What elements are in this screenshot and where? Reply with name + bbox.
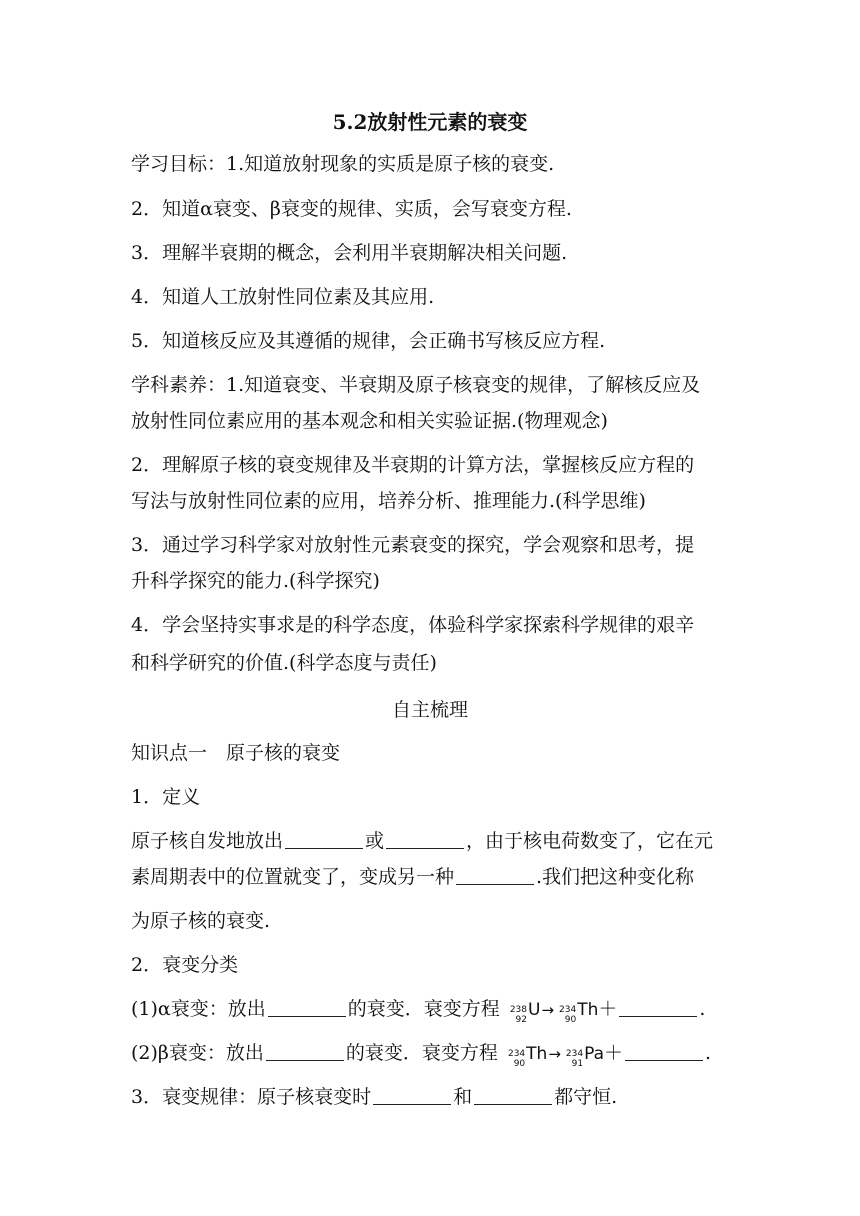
atomic-number: 90: [513, 1059, 526, 1069]
atomic-number: 91: [571, 1059, 584, 1069]
literacy-line: 3．通过学习科学家对放射性元素衰变的探究，学会观察和思考，提: [131, 534, 695, 556]
rule-text: 和: [453, 1086, 473, 1108]
plus-sign: ＋: [604, 1042, 624, 1064]
nuclide-thorium: [559, 997, 598, 1025]
objective-line: 3．理解半衰期的概念，会利用半衰期解决相关问题.: [131, 242, 568, 264]
literacy-line: 学科素养：1.知道衰变、半衰期及原子核衰变的规律，了解核反应及: [131, 374, 701, 396]
beta-mid: 的衰变．衰变方程: [345, 1042, 498, 1064]
definition-line: [131, 829, 713, 853]
decay-rule-line: [131, 1085, 617, 1109]
definition-line: 为原子核的衰变.: [131, 910, 271, 932]
nuclide-protactinium: [566, 1041, 604, 1069]
objective-line: 5．知道核反应及其遵循的规律，会正确书写核反应方程.: [131, 330, 606, 352]
alpha-prefix: (1)α衰变：放出: [131, 998, 266, 1020]
nuclide-uranium: [510, 997, 541, 1025]
plus-sign: ＋: [598, 998, 618, 1020]
literacy-line: 升科学探究的能力.(科学探究): [131, 570, 380, 592]
mass-number: 234: [507, 1049, 526, 1059]
reaction-arrow: →: [541, 1001, 555, 1019]
fill-blank[interactable]: [625, 1042, 703, 1061]
rule-text: 3．衰变规律：原子核衰变时: [131, 1086, 372, 1108]
rule-text: 都守恒.: [554, 1086, 618, 1108]
fill-blank[interactable]: [266, 1042, 344, 1061]
beta-prefix: (2)β衰变：放出: [131, 1042, 264, 1064]
literacy-line: 4．学会坚持实事求是的科学态度，体验科学家探索科学规律的艰辛: [131, 614, 695, 636]
fill-blank[interactable]: [285, 830, 363, 849]
definition-text: .我们把这种变化称: [536, 866, 695, 888]
definition-heading: 1．定义: [131, 786, 201, 808]
mass-number: 238: [509, 1005, 527, 1015]
definition-text: 原子核自发地放出: [131, 830, 284, 852]
element-symbol: Th: [577, 1000, 599, 1020]
atomic-number: 92: [515, 1015, 527, 1025]
reaction-arrow: →: [548, 1045, 561, 1063]
mass-number: 234: [559, 1005, 577, 1015]
fill-blank[interactable]: [373, 1086, 451, 1105]
page-title: 5.2放射性元素的衰变: [332, 110, 528, 134]
literacy-line: 和科学研究的价值.(科学态度与责任): [131, 652, 437, 674]
fill-blank[interactable]: [268, 998, 346, 1017]
objective-line: 4．知道人工放射性同位素及其应用.: [131, 286, 435, 308]
literacy-line: 写法与放射性同位素的应用，培养分析、推理能力.(科学思维): [131, 490, 646, 512]
definition-line: [131, 865, 694, 889]
fill-blank[interactable]: [456, 866, 534, 885]
definition-text: ，由于核电荷数变了，它在元: [466, 830, 714, 852]
section-heading: 自主梳理: [391, 699, 468, 721]
definition-text: 素周期表中的位置就变了，变成另一种: [131, 866, 455, 888]
element-symbol: U: [528, 1000, 541, 1020]
nuclide-thorium: [508, 1041, 547, 1069]
classify-heading: 2．衰变分类: [131, 954, 239, 976]
mass-number: 234: [565, 1049, 584, 1059]
element-symbol: Pa: [584, 1044, 604, 1064]
fill-blank[interactable]: [386, 830, 464, 849]
alpha-decay-line: [131, 997, 705, 1025]
beta-decay-line: [131, 1041, 711, 1069]
definition-text: 或: [365, 830, 385, 852]
objective-line: 2．知道α衰变、β衰变的规律、实质，会写衰变方程.: [131, 198, 572, 220]
alpha-mid: 的衰变．衰变方程: [347, 998, 500, 1020]
literacy-line: 2．理解原子核的衰变规律及半衰期的计算方法，掌握核反应方程的: [131, 454, 695, 476]
fill-blank[interactable]: [619, 998, 697, 1017]
objective-line: 学习目标：1.知道放射现象的实质是原子核的衰变.: [131, 153, 555, 175]
fill-blank[interactable]: [474, 1086, 552, 1105]
period: .: [699, 998, 706, 1020]
knowledge-point-heading: 知识点一 原子核的衰变: [131, 742, 341, 764]
element-symbol: Th: [526, 1044, 548, 1064]
literacy-line: 放射性同位素应用的基本观念和相关实验证据.(物理观念): [131, 410, 608, 432]
atomic-number: 90: [564, 1015, 577, 1025]
period: .: [705, 1042, 712, 1064]
